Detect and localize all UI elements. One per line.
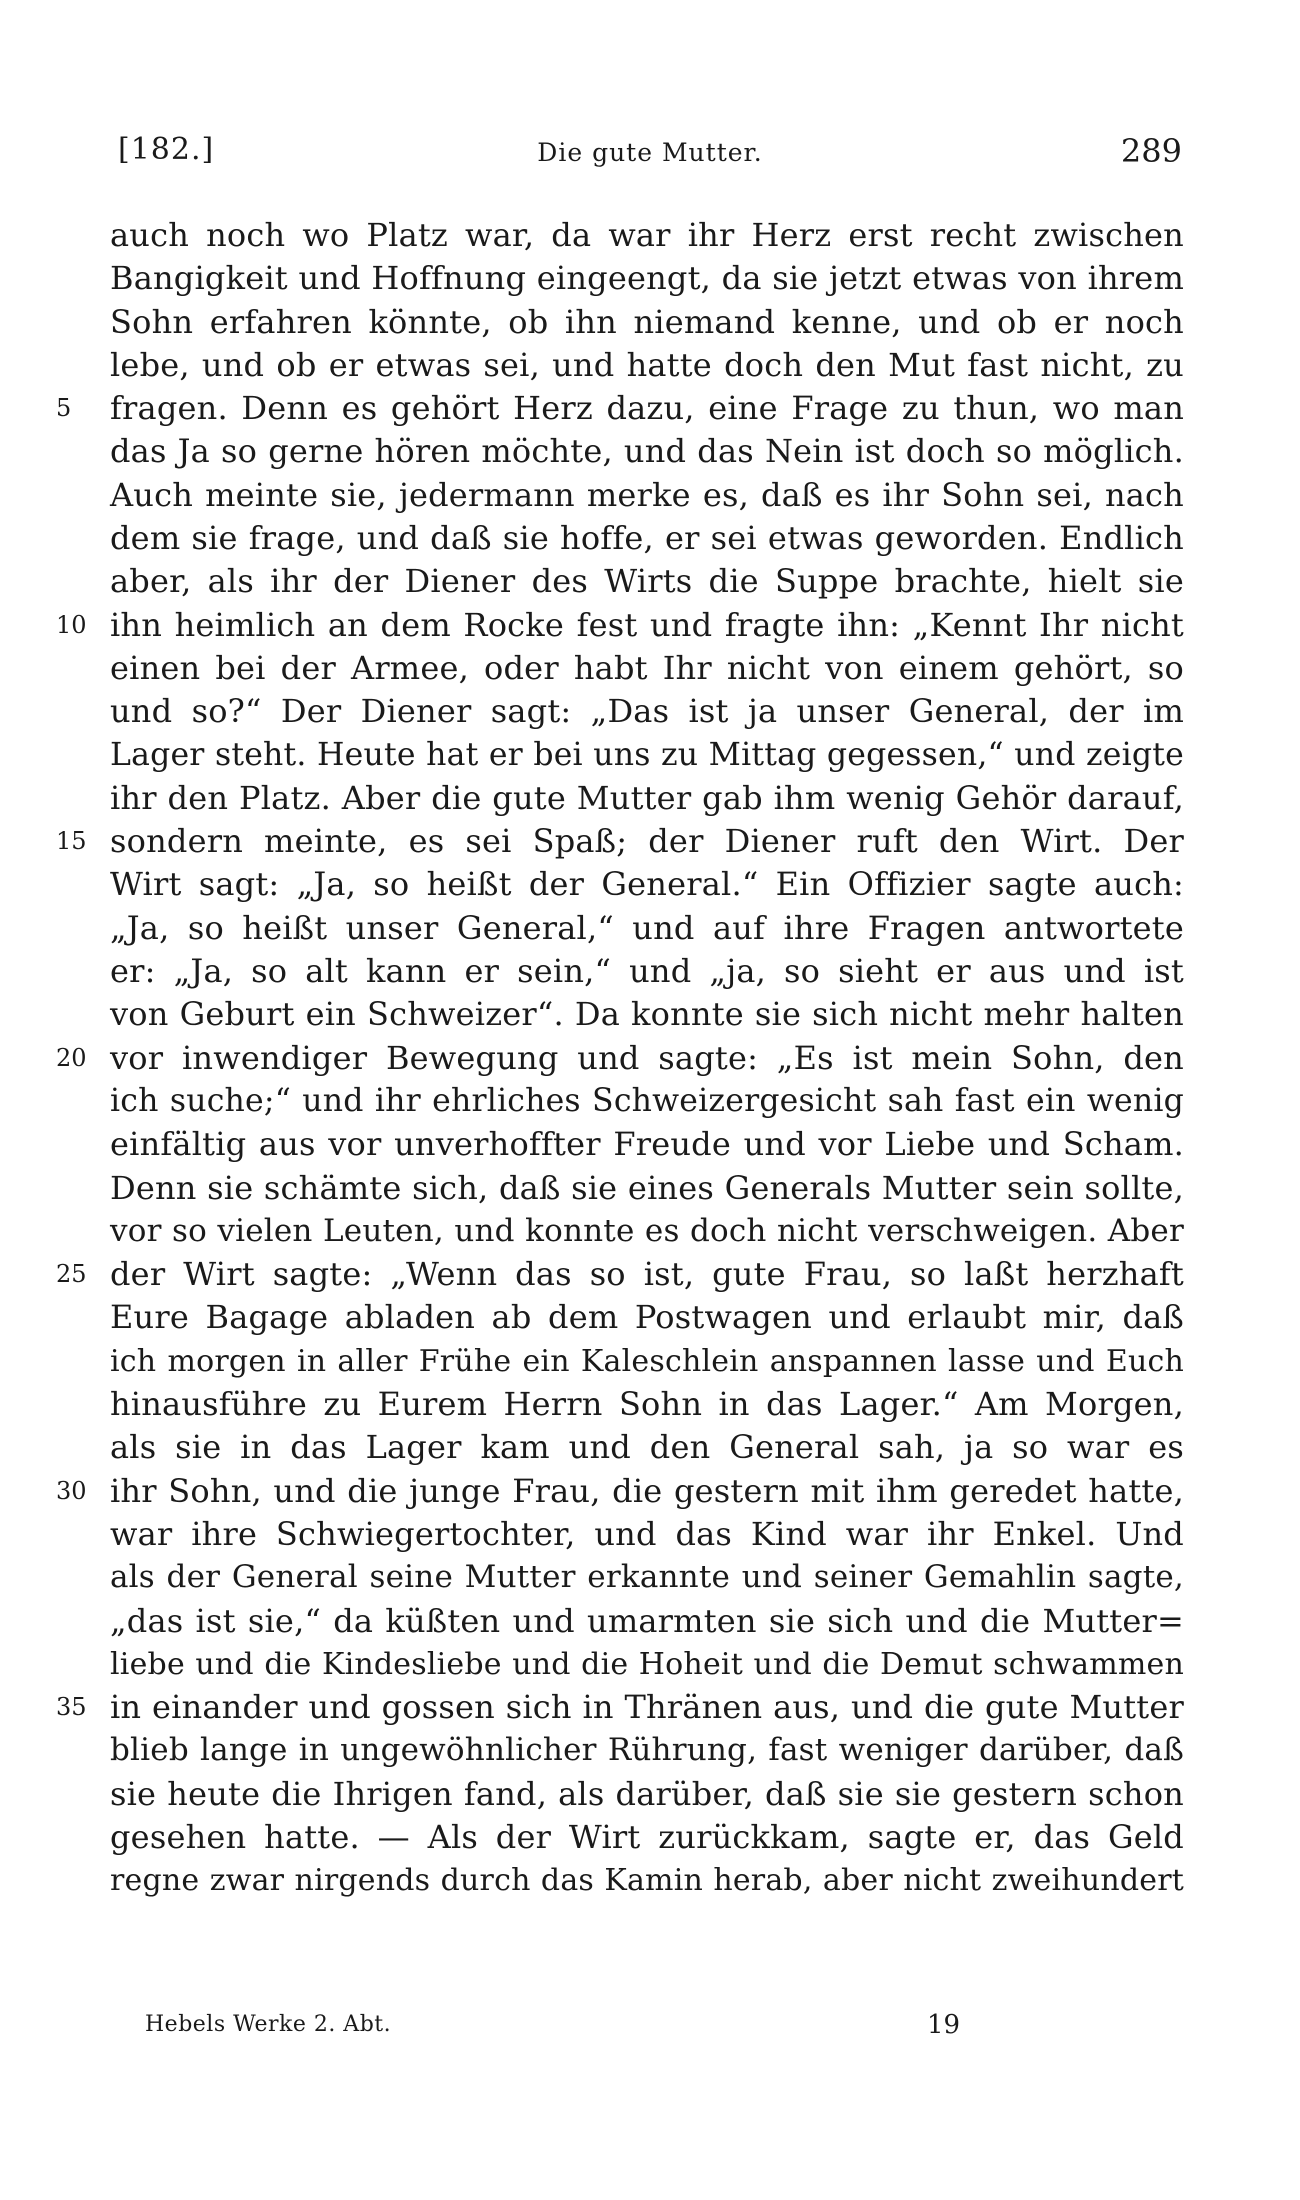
line-number: 10 (56, 610, 87, 639)
text-line (110, 1773, 1184, 1816)
text-line (110, 517, 1184, 560)
text-line (110, 950, 1184, 993)
line-text: er: „Ja, so alt kann er sein,“ und „ja, so sieht er aus und ist (110, 952, 1184, 991)
line-text: einen bei der Armee, oder habt Ihr nicht von einem gehört, so (110, 648, 1184, 687)
line-text: gesehen hatte. — Als der Wirt zurückkam, sagte er, das Geld (110, 1817, 1184, 1856)
body-text (56, 214, 1184, 1903)
line-text: „das ist sie,“ da küßten und umarmten sie sich und die Mutter= (110, 1601, 1184, 1640)
line-text: aber, als ihr der Diener des Wirts die Suppe brachte, hielt sie (110, 562, 1184, 601)
line-text: ihr Sohn, und die junge Frau, die gestern mit ihm geredet hatte, (110, 1471, 1184, 1510)
line-text: Lager steht. Heute hat er bei uns zu Mittag gegessen,“ und zeigte (110, 736, 1184, 773)
text-line (56, 820, 1184, 863)
line-text: dem sie frage, und daß sie hoffe, er sei etwas geworden. Endlich (110, 519, 1184, 558)
text-line (110, 647, 1184, 690)
line-text: Auch meinte sie, jedermann merke es, daß es ihr Sohn sei, nach (110, 475, 1184, 514)
line-number: 30 (56, 1476, 87, 1505)
text-line (110, 1080, 1184, 1123)
line-text: vor inwendiger Bewegung und sagte: „Es ist mein Sohn, den (110, 1038, 1184, 1077)
line-text: hinausführe zu Eurem Herrn Sohn in das Lager.“ Am Morgen, (110, 1385, 1184, 1424)
line-text: fragen. Denn es gehört Herz dazu, eine Frage zu thun, wo man (110, 389, 1184, 428)
text-line (56, 387, 1184, 430)
line-number: 15 (56, 827, 87, 856)
text-line (110, 993, 1184, 1036)
text-line (110, 777, 1184, 820)
line-text: der Wirt sagte: „Wenn das so ist, gute Frau, so laßt herzhaft (110, 1255, 1184, 1294)
text-line (110, 1383, 1184, 1426)
line-number: 5 (56, 394, 72, 423)
text-line (110, 474, 1184, 517)
line-text: Bangigkeit und Hoffnung eingeengt, da sie jetzt etwas von ihrem (110, 259, 1184, 298)
text-line (110, 690, 1184, 733)
line-text: Wirt sagt: „Ja, so heißt der General.“ Ein Offizier sagte auch: (110, 865, 1184, 904)
text-line (110, 1123, 1184, 1166)
text-line (110, 430, 1184, 473)
text-line (56, 1253, 1184, 1296)
text-line (110, 214, 1184, 257)
line-text: in einander und gossen sich in Thränen aus, und die gute Mutter (110, 1688, 1184, 1727)
line-text: von Geburt ein Schweizer“. Da konnte sie sich nicht mehr halten (110, 995, 1184, 1034)
text-line (110, 1816, 1184, 1859)
line-number: 20 (56, 1043, 87, 1072)
line-text: „Ja, so heißt unser General,“ und auf ihre Fragen antwortete (110, 908, 1184, 947)
text-line (56, 604, 1184, 647)
line-text: das Ja so gerne hören möchte, und das Nein ist doch so möglich. (110, 432, 1184, 471)
line-text: war ihre Schwiegertochter, und das Kind war ihr Enkel. Und (110, 1514, 1184, 1553)
text-line (56, 1470, 1184, 1513)
text-line (110, 907, 1184, 950)
text-line (110, 1296, 1184, 1339)
line-text: ihn heimlich an dem Rocke fest und fragte ihn: „Kennt Ihr nicht (110, 605, 1184, 644)
line-number: 25 (56, 1260, 87, 1289)
line-text: und so?“ Der Diener sagt: „Das ist ja unser General, der im (110, 692, 1184, 731)
text-line (110, 1513, 1184, 1556)
text-line (110, 560, 1184, 603)
text-line (56, 1037, 1184, 1080)
text-line (110, 1340, 1184, 1383)
text-line (110, 1859, 1184, 1902)
line-text: ich morgen in aller Frühe ein Kaleschlein anspannen lasse und Euch (110, 1343, 1184, 1379)
line-text: ihr den Platz. Aber die gute Mutter gab ihm wenig Gehör darauf, (110, 778, 1184, 817)
text-line (110, 1600, 1184, 1643)
line-text: ich suche;“ und ihr ehrliches Schweizergesicht sah fast ein wenig (110, 1082, 1184, 1119)
page-footer (145, 2012, 1145, 2052)
page-header (118, 132, 1182, 182)
line-text: sie heute die Ihrigen fand, als darüber, daß sie sie gestern schon (110, 1774, 1184, 1813)
line-text: sondern meinte, es sei Spaß; der Diener ruft den Wirt. Der (110, 822, 1184, 861)
text-line (110, 1167, 1184, 1210)
printer-signature: Hebels Werke 2. Abt. (145, 2012, 392, 2037)
text-line (110, 1426, 1184, 1469)
text-line (110, 734, 1184, 777)
line-text: vor so vielen Leuten, und konnte es doch nicht verschweigen. Aber (110, 1212, 1184, 1249)
line-number: 35 (56, 1693, 87, 1722)
text-line (110, 1643, 1184, 1686)
line-text: auch noch wo Platz war, da war ihr Herz erst recht zwischen (110, 216, 1184, 254)
text-line (56, 1686, 1184, 1729)
text-line (110, 257, 1184, 300)
line-text: regne zwar nirgends durch das Kamin herab, aber nicht zweihundert (110, 1863, 1184, 1899)
line-text: liebe und die Kindesliebe und die Hoheit und die Demut schwammen (110, 1646, 1184, 1682)
page-number: 289 (1120, 132, 1182, 170)
sheet-number: 19 (927, 2010, 961, 2040)
text-line (110, 1556, 1184, 1599)
line-text: lebe, und ob er etwas sei, und hatte doch den Mut fast nicht, zu (110, 345, 1184, 384)
line-text: blieb lange in ungewöhnlicher Rührung, fast weniger darüber, daß (110, 1732, 1184, 1769)
line-text: Denn sie schämte sich, daß sie eines Generals Mutter sein sollte, (110, 1168, 1184, 1207)
text-line (110, 863, 1184, 906)
line-text: Eure Bagage abladen ab dem Postwagen und erlaubt mir, daß (110, 1298, 1184, 1337)
text-line (110, 1210, 1184, 1253)
line-text: als sie in das Lager kam und den General sah, ja so war es (110, 1428, 1184, 1467)
text-line (110, 344, 1184, 387)
line-text: Sohn erfahren könnte, ob ihn niemand kenne, und ob er noch (110, 302, 1184, 341)
running-title: Die gute Mutter. (537, 138, 763, 167)
line-text: als der General seine Mutter erkannte und seiner Gemahlin sagte, (110, 1559, 1184, 1596)
text-line (110, 301, 1184, 344)
section-reference: [182.] (118, 132, 215, 167)
text-line (110, 1729, 1184, 1772)
line-text: einfältig aus vor unverhoffter Freude und vor Liebe und Scham. (110, 1125, 1184, 1164)
